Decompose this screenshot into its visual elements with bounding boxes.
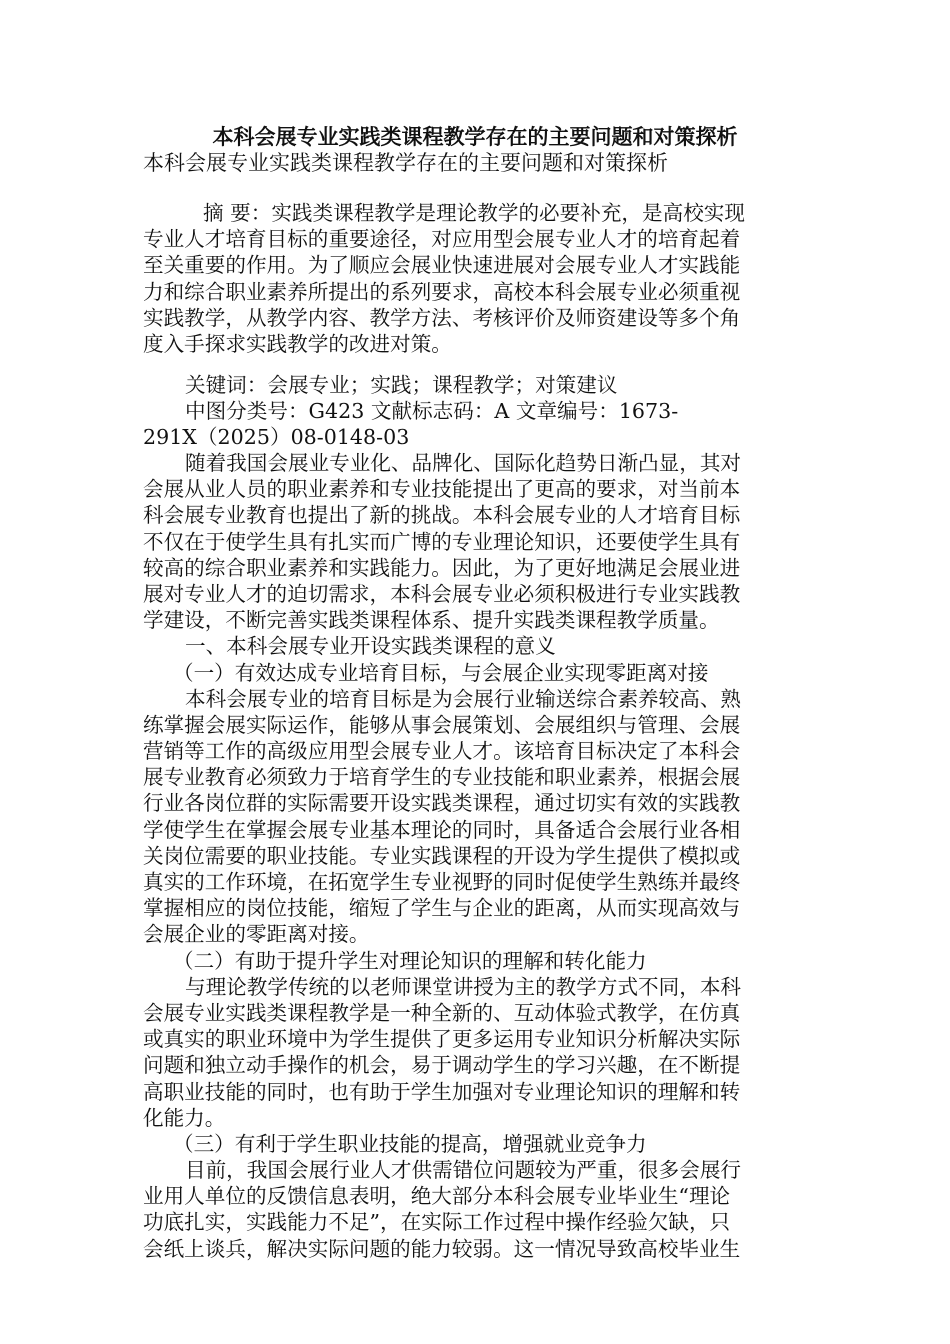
intro-paragraph xyxy=(143,450,793,1262)
keywords-line: 关键词：会展专业；实践；课程教学；对策建议 xyxy=(185,373,618,397)
intro-line: 科会展专业教育也提出了新的挑战。本科会展专业的人才培育目标 xyxy=(143,503,741,528)
keywords-block xyxy=(143,372,793,451)
body-line: 目前，我国会展行业人才供需错位问题较为严重，很多会展行 xyxy=(185,1158,742,1183)
document-title-plain: 本科会展专业实践类课程教学存在的主要问题和对策探析 xyxy=(143,151,668,175)
body-line: 关岗位需要的职业技能。专业实践课程的开设为学生提供了模拟或 xyxy=(143,843,741,868)
body-line: 问题和独立动手操作的机会，易于调动学生的学习兴趣，在不断提 xyxy=(143,1053,741,1078)
abstract-line: 力和综合职业素养所提出的系列要求，高校本科会展专业必须重视 xyxy=(143,279,741,304)
classification-line: 中图分类号：G423 文献标志码：A 文章编号：1673- xyxy=(185,399,679,424)
section-heading: 一、本科会展专业开设实践类课程的意义 xyxy=(185,634,556,659)
body-line: 或真实的职业环境中为学生提供了更多运用专业知识分析解决实际 xyxy=(143,1027,741,1052)
body-line: 功底扎实，实践能力不足”，在实际工作过程中操作经验欠缺，只 xyxy=(143,1210,731,1235)
abstract-line: 实践教学，从教学内容、教学方法、考核评价及师资建设等多个角 xyxy=(143,305,741,330)
abstract-block xyxy=(143,200,793,357)
body-line: 会展专业实践类课程教学是一种全新的、互动体验式教学，在仿真 xyxy=(143,1000,741,1025)
body-line: 化能力。 xyxy=(143,1105,226,1130)
intro-line: 较高的综合职业素养和实践能力。因此，为了更好地满足会展业进 xyxy=(143,555,741,580)
abstract-line: 度入手探求实践教学的改进对策。 xyxy=(143,331,452,356)
body-line: 会纸上谈兵，解决实际问题的能力较弱。这一情况导致高校毕业生 xyxy=(143,1236,741,1261)
body-line: 展专业教育必须致力于培育学生的专业技能和职业素养，根据会展 xyxy=(143,765,741,790)
body-line: 高职业技能的同时，也有助于学生加强对专业理论知识的理解和转 xyxy=(143,1079,741,1104)
body-line: 学使学生在掌握会展专业基本理论的同时，具备适合会展行业各相 xyxy=(143,817,741,842)
body-line: 本科会展专业的培育目标是为会展行业输送综合素养较高、熟 xyxy=(185,686,742,711)
document-title-bold: 本科会展专业实践类课程教学存在的主要问题和对策探析 xyxy=(212,124,738,149)
intro-line: 展对专业人才的迫切需求，本科会展专业必须积极进行专业实践教 xyxy=(143,581,741,606)
body-line: 练掌握会展实际运作，能够从事会展策划、会展组织与管理、会展 xyxy=(143,712,741,737)
body-line: 会展企业的零距离对接。 xyxy=(143,922,370,947)
intro-line: 不仅在于使学生具有扎实而广博的专业理论知识，还要使学生具有 xyxy=(143,529,741,554)
body-line: 营销等工作的高级应用型会展专业人才。该培育目标决定了本科会 xyxy=(143,739,741,764)
subsection-heading: （一）有效达成专业培育目标，与会展企业实现零距离对接 xyxy=(173,660,709,685)
abstract-line: 至关重要的作用。为了顺应会展业快速进展对会展专业人才实践能 xyxy=(143,253,741,278)
body-line: 行业各岗位群的实际需要开设实践类课程，通过切实有效的实践教 xyxy=(143,791,741,816)
abstract-line: 摘 要：实践类课程教学是理论教学的必要补充，是高校实现 xyxy=(203,201,745,225)
intro-line: 随着我国会展业专业化、品牌化、国际化趋势日渐凸显，其对 xyxy=(185,451,742,475)
abstract-line: 专业人才培育目标的重要途径，对应用型会展专业人才的培育起着 xyxy=(143,227,741,252)
intro-line: 会展从业人员的职业素养和专业技能提出了更高的要求，对当前本 xyxy=(143,477,741,502)
classification-line: 291X（2025）08-0148-03 xyxy=(143,425,410,450)
subsection-heading: （二）有助于提升学生对理论知识的理解和转化能力 xyxy=(173,948,647,973)
intro-line: 学建设，不断完善实践类课程体系、提升实践类课程教学质量。 xyxy=(143,608,720,633)
body-line: 与理论教学传统的以老师课堂讲授为主的教学方式不同，本科 xyxy=(185,974,742,999)
body-line: 掌握相应的岗位技能，缩短了学生与企业的距离，从而实现高效与 xyxy=(143,896,741,921)
subsection-heading: （三）有利于学生职业技能的提高，增强就业竞争力 xyxy=(173,1131,647,1156)
body-line: 真实的工作环境，在拓宽学生专业视野的同时促使学生熟练并最终 xyxy=(143,870,741,894)
body-line: 业用人单位的反馈信息表明，绝大部分本科会展专业毕业生“理论 xyxy=(143,1184,731,1209)
